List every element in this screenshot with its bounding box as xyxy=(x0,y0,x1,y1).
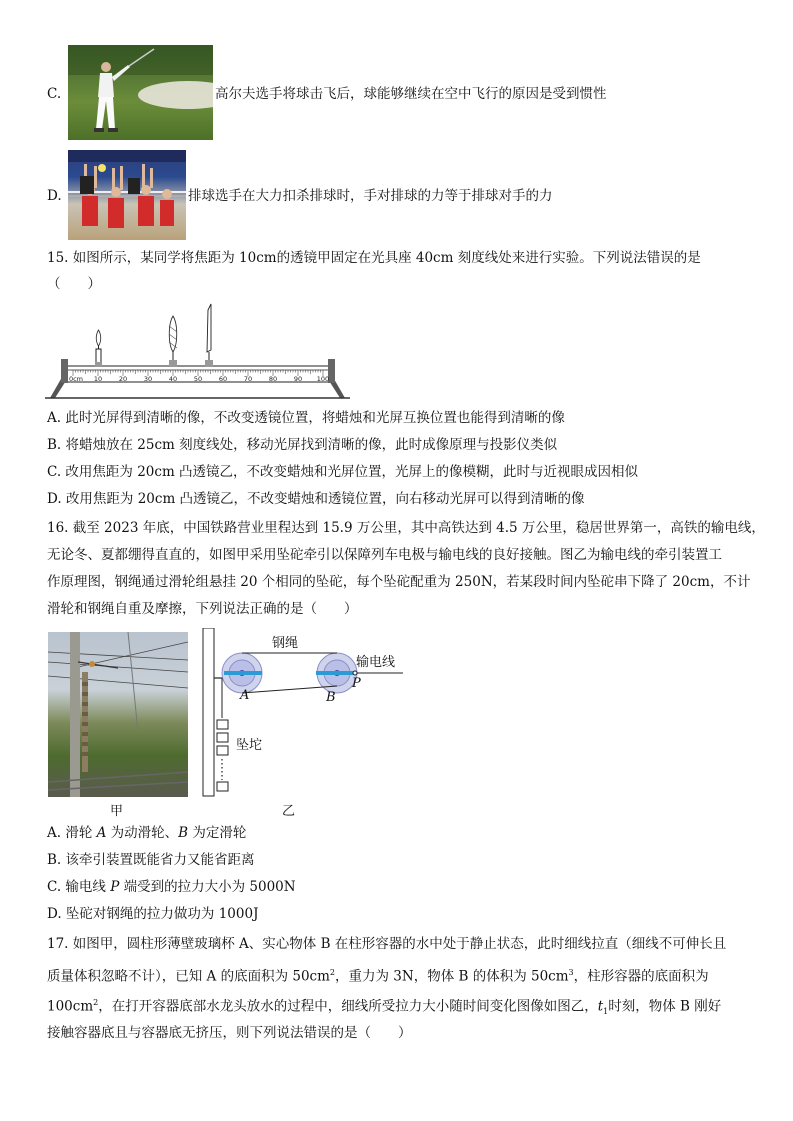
q17-line-3: $100cm^2$，在打开容器底部水龙头放水的过程中，细线所受拉力大小随时间变化图像如图乙，$t_1$时刻，物体 B 刚好 xyxy=(47,998,722,1017)
q16-option-a: A. 滑轮 A 为动滑轮、B 为定滑轮 xyxy=(47,825,247,841)
option-c-text: 高尔夫选手将球击飞后，球能够继续在空中飞行的原因是受到惯性 xyxy=(215,86,607,102)
q16-line-3: 作原理图，钢绳通过滑轮组悬挂 20 个相同的坠砣，每个坠砣配重为 250N，若某段时间内坠砣串下降了 20cm，不计 xyxy=(47,574,751,590)
q15-option-b: B. 将蜡烛放在 25cm 刻度线处，移动光屏找到清晰的像，此时成像原理与投影仪类似 xyxy=(47,437,558,453)
ruler-label: 30 xyxy=(143,375,153,383)
q16-line-1: 16. 截至 2023 年底，中国铁路营业里程达到 15.9 万公里，其中高铁达到 4.5 万公里，稳居世界第一，高铁的输电线， xyxy=(47,520,765,536)
optical-bench-figure xyxy=(45,302,350,400)
q16-line-4: 滑轮和钢绳自重及摩擦，下列说法正确的是（ ） xyxy=(47,601,358,617)
q16-option-b: B. 该牵引装置既能省力又能省距离 xyxy=(47,852,255,868)
ruler-label: 80 xyxy=(268,375,278,383)
fig-label-weight: 坠坨 xyxy=(236,738,263,753)
rail-pole-photo xyxy=(48,632,188,797)
ruler-label: 20 xyxy=(118,375,128,383)
q17-line-1: 17. 如图甲，圆柱形薄壁玻璃杯 A、实心物体 B 在柱形容器的水中处于静止状态，此时细线拉直（细线不可伸长且 xyxy=(47,936,727,952)
q15-paren: （ ） xyxy=(47,276,101,292)
q15-stem: 15. 如图所示，某同学将焦距为 10cm的透镜甲固定在光具座 40cm 刻度线处来进行实验。下列说法错误的是 xyxy=(47,250,701,266)
fig-label-p: P xyxy=(352,676,361,691)
ruler-label: 100 xyxy=(316,375,330,383)
ruler-label: 50 xyxy=(193,375,203,383)
volleyball-photo xyxy=(68,150,186,240)
ruler-label: 40 xyxy=(168,375,178,383)
option-d-letter: D. xyxy=(47,188,62,204)
fig-label-b: B xyxy=(326,690,336,705)
fig-label-a: A xyxy=(240,688,250,703)
ruler-label: 70 xyxy=(243,375,253,383)
ruler-label: 0cm xyxy=(68,375,84,383)
fig-label-wire: 输电线 xyxy=(356,655,396,670)
option-c-letter: C. xyxy=(47,86,62,102)
fig-label-yi: 乙 xyxy=(282,804,296,819)
fig-label-jia: 甲 xyxy=(110,804,124,819)
q17-line-2: 质量体积忽略不计），已知 A 的底面积为 $50cm^2$，重力为 3N，物体 B 的体积为 $50cm^3$，柱形容器的底面积为 xyxy=(47,968,709,985)
ruler-label: 60 xyxy=(218,375,228,383)
q15-option-c: C. 改用焦距为 20cm 凸透镜乙，不改变蜡烛和光屏位置，光屏上的像模糊，此时与近视眼成因相似 xyxy=(47,464,639,480)
q15-option-a: A. 此时光屏得到清晰的像，不改变透镜位置，将蜡烛和光屏互换位置也能得到清晰的像 xyxy=(47,410,565,426)
ruler-label: 10 xyxy=(93,375,103,383)
golf-photo xyxy=(68,45,213,140)
q16-option-d: D. 坠砣对钢绳的拉力做功为 1000J xyxy=(47,906,259,922)
fig-label-rope: 钢绳 xyxy=(272,636,299,651)
q15-option-d: D. 改用焦距为 20cm 凸透镜乙，不改变蜡烛和透镜位置，向右移动光屏可以得到清晰的像 xyxy=(47,491,585,507)
q16-line-2: 无论冬、夏都绷得直直的，如图甲采用坠砣牵引以保障列车电极与输电线的良好接触。图乙为输电线的牵引装置工 xyxy=(47,547,722,563)
q17-line-4: 接触容器底且与容器底无挤压，则下列说法错误的是（ ） xyxy=(47,1025,412,1041)
option-d-text: 排球选手在大力扣杀排球时，手对排球的力等于排球对手的力 xyxy=(188,188,553,204)
q16-option-c: C. 输电线 P 端受到的拉力大小为 5000N xyxy=(47,879,296,895)
ruler-label: 90 xyxy=(293,375,303,383)
